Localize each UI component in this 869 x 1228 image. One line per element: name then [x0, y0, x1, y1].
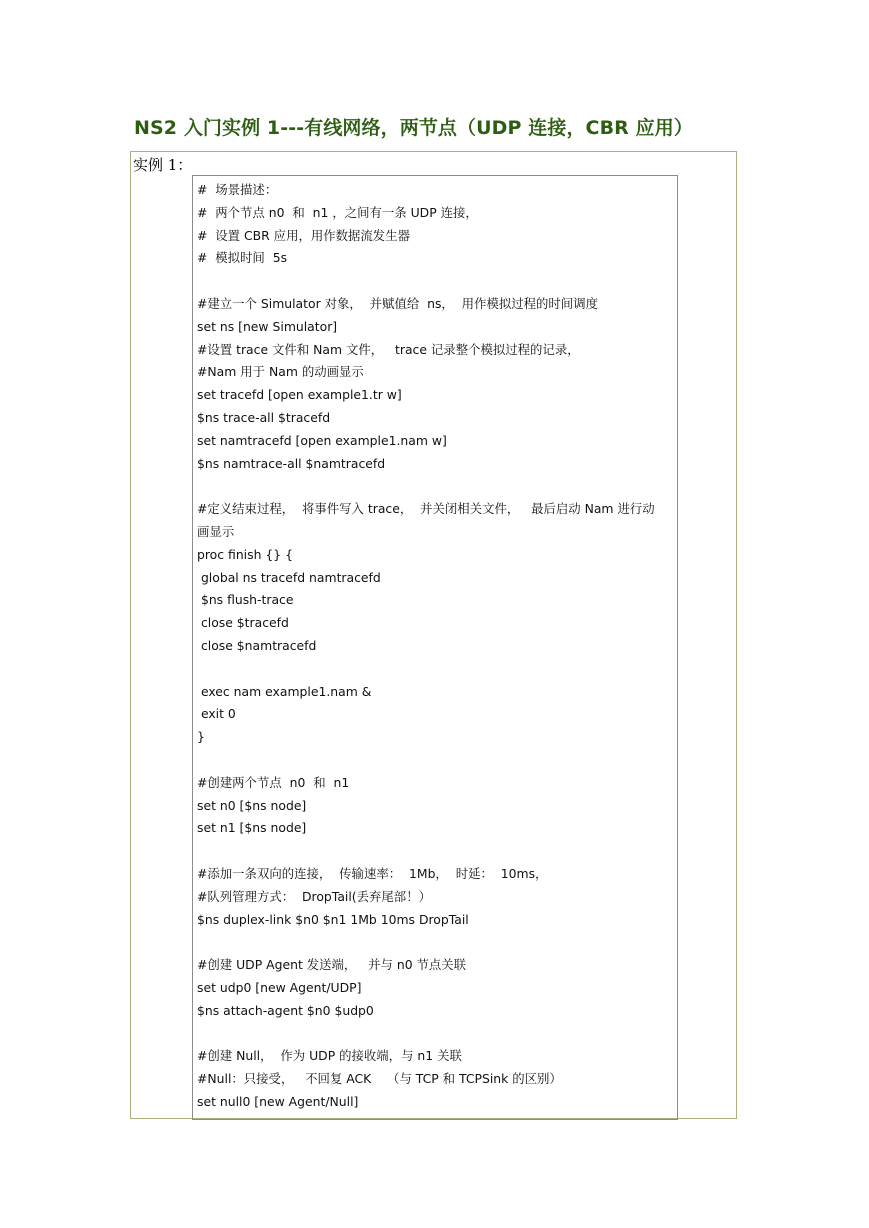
code-line: #设置 trace 文件和 Nam 文件， trace 记录整个模拟过程的记录，: [197, 341, 580, 357]
code-line: set udp0 [new Agent/UDP]: [197, 979, 362, 995]
code-line: #建立一个 Simulator 对象， 并赋值给 ns， 用作模拟过程的时间调度: [197, 295, 598, 311]
code-line: # 场景描述：: [197, 182, 278, 197]
code-line: [197, 840, 655, 863]
code-line: }: [197, 729, 205, 745]
code-line: # 模拟时间 5s: [197, 250, 288, 266]
code-line: #创建 Null， 作为 UDP 的接收端，与 n1 关联: [197, 1048, 462, 1064]
code-line: 画显示: [197, 523, 235, 539]
code-line: [197, 658, 655, 681]
code-line: set null0 [new Agent/Null]: [197, 1093, 359, 1109]
code-line: [197, 931, 655, 954]
code-line: set namtracefd [open example1.nam w]: [197, 432, 447, 448]
code-line: #创建 UDP Agent 发送端， 并与 n0 节点关联: [197, 957, 467, 973]
code-line: $ns attach-agent $n0 $udp0: [197, 1002, 374, 1018]
code-line: #Null：只接受， 不回复 ACK （与 TCP 和 TCPSink 的区别）: [197, 1071, 562, 1087]
code-line: set n0 [$ns node]: [197, 797, 307, 813]
code-line: global ns tracefd namtracefd: [197, 569, 381, 585]
code-line: #创建两个节点 n0 和 n1: [197, 774, 350, 790]
code-line: [197, 475, 655, 498]
code-line: $ns trace-all $tracefd: [197, 409, 331, 425]
code-line: set tracefd [open example1.tr w]: [197, 387, 402, 403]
code-line: [197, 749, 655, 772]
code-line: #队列管理方式： DropTail(丢弃尾部！）: [197, 888, 431, 904]
code-line: [197, 270, 655, 293]
code-line: #定义结束过程， 将事件写入 trace， 并关闭相关文件， 最后启动 Nam 进行动: [197, 501, 655, 517]
code-line: #添加一条双向的连接， 传输速率： 1Mb， 时延： 10ms，: [197, 865, 548, 881]
code-line: set ns [new Simulator]: [197, 318, 338, 334]
code-lines: [197, 179, 655, 1114]
code-line: [197, 1022, 655, 1045]
code-line: $ns flush-trace: [197, 592, 294, 608]
code-line: $ns duplex-link $n0 $n1 1Mb 10ms DropTail: [197, 911, 469, 927]
code-line: set n1 [$ns node]: [197, 820, 307, 836]
code-line: # 两个节点 n0 和 n1 ，之间有一条 UDP 连接，: [197, 204, 478, 220]
page-title: NS2 入门实例 1---有线网络，两节点（UDP 连接，CBR 应用）: [134, 117, 693, 139]
code-line: # 设置 CBR 应用，用作数据流发生器: [197, 227, 410, 243]
code-line: close $namtracefd: [197, 637, 317, 653]
code-line: exit 0: [197, 706, 236, 722]
code-line: #Nam 用于 Nam 的动画显示: [197, 364, 364, 380]
code-line: close $tracefd: [197, 615, 289, 631]
code-line: proc finish {} {: [197, 546, 293, 562]
example-label: 实例 1：: [133, 156, 193, 174]
code-block: [192, 175, 678, 1120]
example-table: [130, 151, 737, 1119]
code-line: exec nam example1.nam &: [197, 683, 372, 699]
code-line: $ns namtrace-all $namtracefd: [197, 455, 386, 471]
